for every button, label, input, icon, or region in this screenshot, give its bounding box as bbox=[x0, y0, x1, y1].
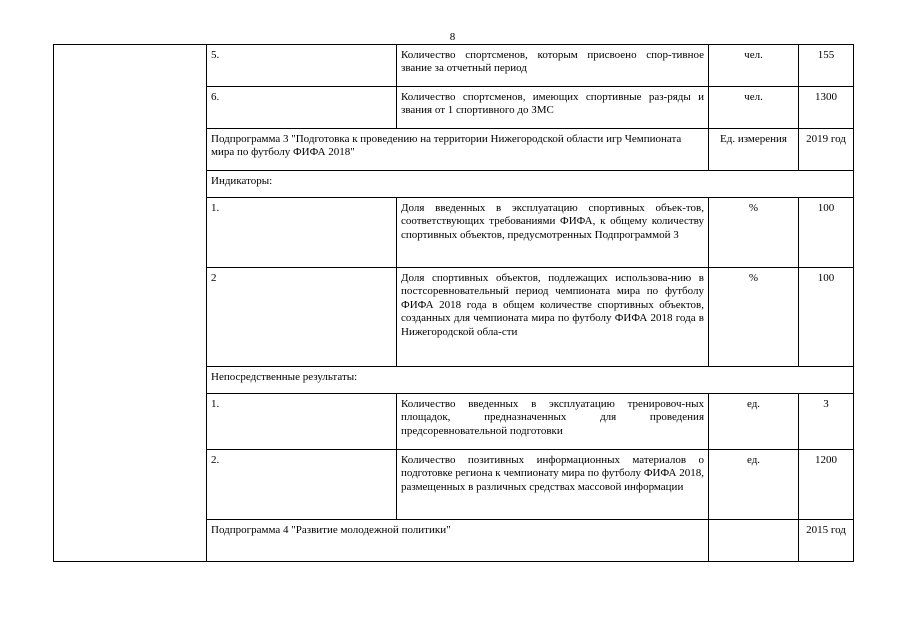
unit-cell: % bbox=[709, 198, 799, 268]
value-cell: 100 bbox=[799, 198, 854, 268]
row-number: 2 bbox=[207, 268, 397, 367]
value-cell: 1200 bbox=[799, 450, 854, 520]
unit-cell: ед. bbox=[709, 450, 799, 520]
row-number: 1. bbox=[207, 394, 397, 450]
year-cell: 2015 год bbox=[799, 520, 854, 562]
indicator-text: Количество спортсменов, которым присвоено спор-тивное звание за отчетный период bbox=[397, 45, 709, 87]
indicator-text: Количество позитивных информационных материалов о подготовке региона к чемпионату мира по футболу ФИФА 2018, размещенных в различных средствах массовой информации bbox=[397, 450, 709, 520]
unit-cell: % bbox=[709, 268, 799, 367]
table-row bbox=[54, 45, 854, 87]
indicator-text: Доля введенных в эксплуатацию спортивных объек-тов, соответствующих требованиями ФИФА, к общему количеству спортивных объектов, предусмотренных Подпрограммой 3 bbox=[397, 198, 709, 268]
indicator-text: Количество спортсменов, имеющих спортивные раз-ряды и звания от 1 спортивного до ЗМС bbox=[397, 87, 709, 129]
value-cell: 100 bbox=[799, 268, 854, 367]
subprogram-title: Подпрограмма 3 "Подготовка к проведению на территории Нижегородской области игр Чемпионата мира по футболу ФИФА 2018" bbox=[207, 129, 709, 171]
row-number: 6. bbox=[207, 87, 397, 129]
row-number: 5. bbox=[207, 45, 397, 87]
row-number: 2. bbox=[207, 450, 397, 520]
indicators-label: Индикаторы: bbox=[207, 171, 854, 198]
page-number: 8 bbox=[449, 31, 456, 43]
row-number: 1. bbox=[207, 198, 397, 268]
unit-cell: чел. bbox=[709, 45, 799, 87]
indicator-text: Доля спортивных объектов, подлежащих использова-нию в постсоревновательный период чемпионата мира по футболу ФИФА 2018 года в общем количестве спортивных объектов, созданных для чемпионата мира по футболу ФИФА 2018 года в Нижегородской обла-сти bbox=[397, 268, 709, 367]
unit-header bbox=[709, 520, 799, 562]
unit-cell: ед. bbox=[709, 394, 799, 450]
results-label: Непосредственные результаты: bbox=[207, 367, 854, 394]
unit-cell: чел. bbox=[709, 87, 799, 129]
indicators-table bbox=[53, 44, 854, 562]
left-blank-column bbox=[54, 45, 207, 562]
unit-header: Ед. измерения bbox=[709, 129, 799, 171]
value-cell: 3 bbox=[799, 394, 854, 450]
value-cell: 155 bbox=[799, 45, 854, 87]
value-cell: 1300 bbox=[799, 87, 854, 129]
year-cell: 2019 год bbox=[799, 129, 854, 171]
subprogram-title: Подпрограмма 4 "Развитие молодежной политики" bbox=[207, 520, 709, 562]
indicator-text: Количество введенных в эксплуатацию тренировоч-ных площадок, предназначенных для проведения предсоревновательной подготовки bbox=[397, 394, 709, 450]
